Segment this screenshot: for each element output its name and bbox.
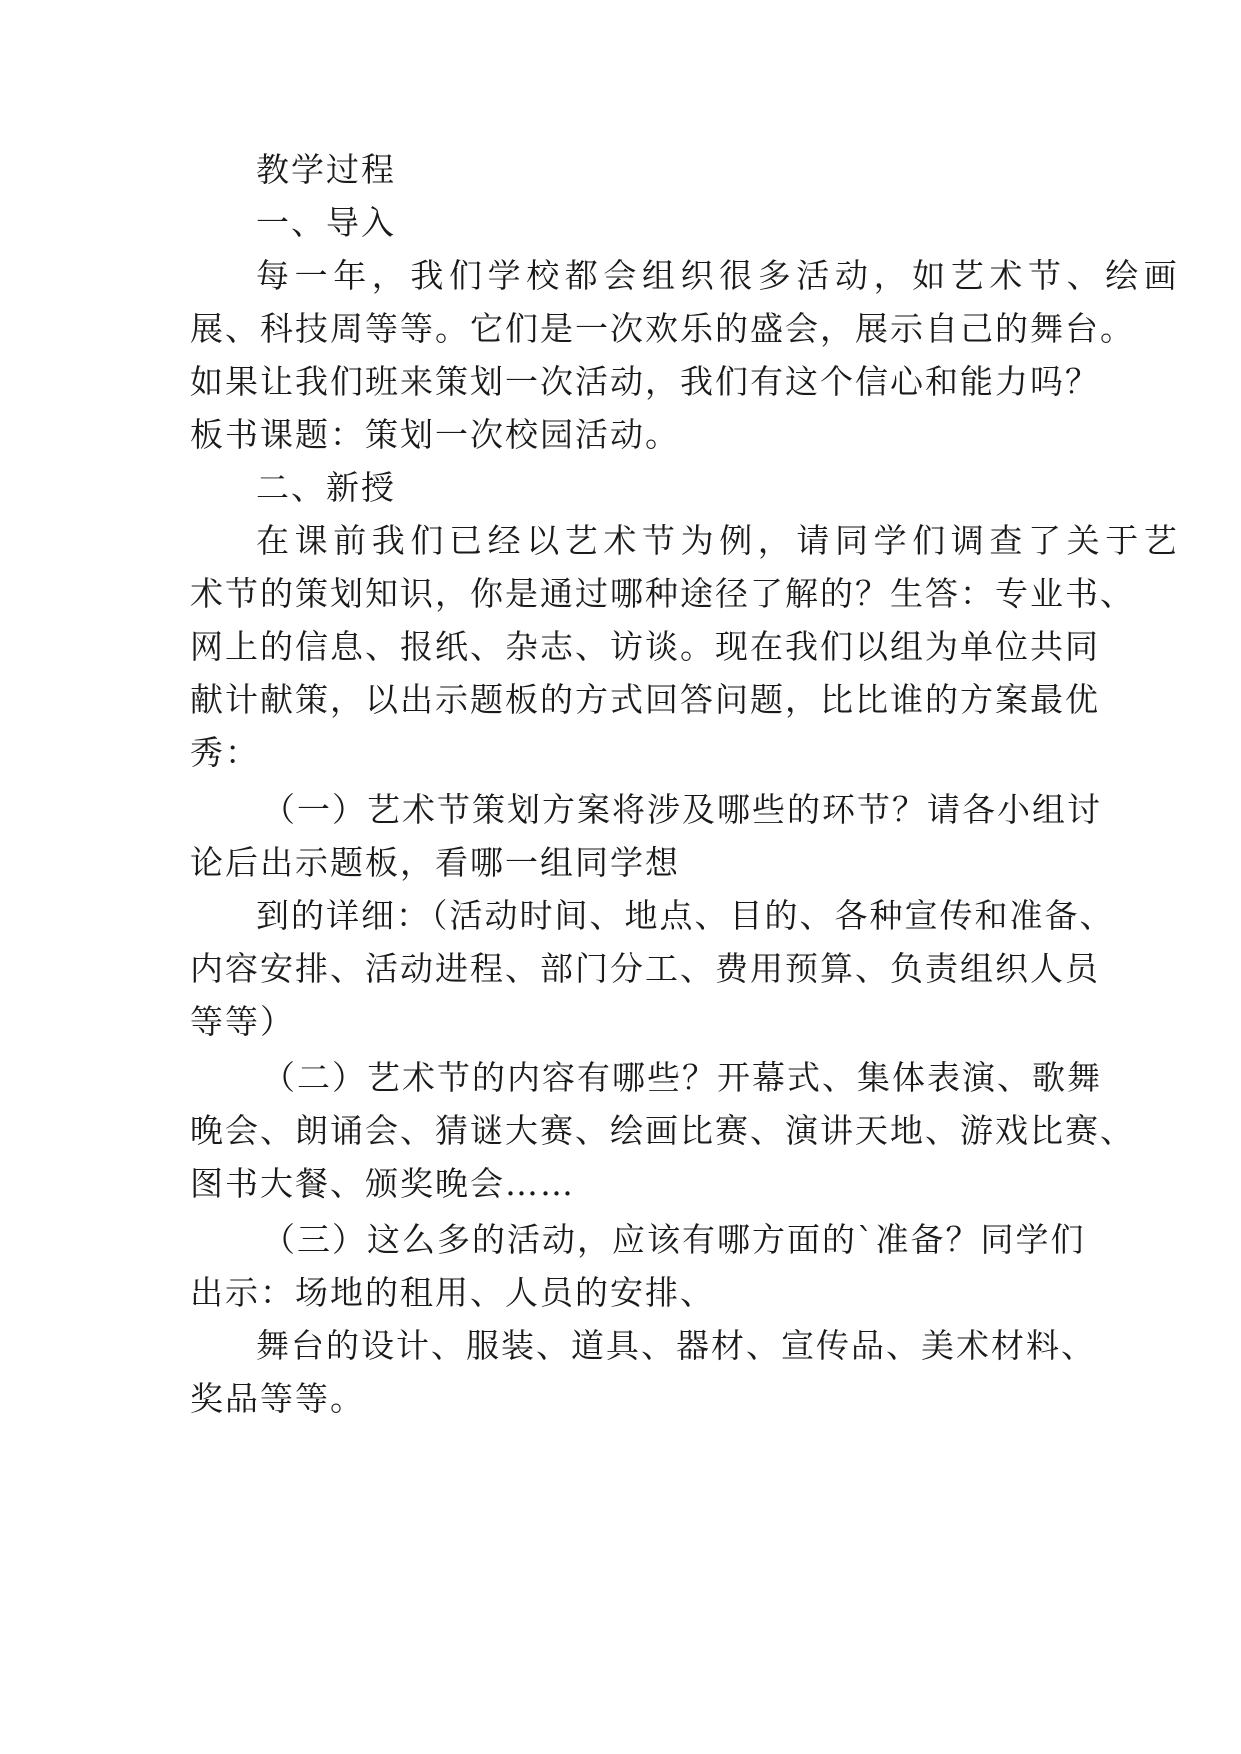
section-title-new: 二、新授 xyxy=(256,468,396,507)
paragraph-line: 在课前我们已经以艺术节为例，请同学们调查了关于艺 xyxy=(256,521,1183,560)
question-line: 等等） xyxy=(190,1002,295,1041)
paragraph-line: 秀： xyxy=(190,733,260,772)
question-line: 晚会、朗诵会、猜谜大赛、绘画比赛、演讲天地、游戏比赛、 xyxy=(190,1111,1135,1150)
paragraph-line: 展、科技周等等。它们是一次欢乐的盛会，展示自己的舞台。 xyxy=(190,309,1135,348)
heading: 教学过程 xyxy=(256,150,396,189)
section-title-intro: 一、导入 xyxy=(256,203,396,242)
question-line: 图书大餐、颁奖晚会…… xyxy=(190,1164,575,1203)
paragraph-line: 每一年，我们学校都会组织很多活动，如艺术节、绘画 xyxy=(256,256,1183,295)
question-line: 内容安排、活动进程、部门分工、费用预算、负责组织人员 xyxy=(190,949,1100,988)
paragraph-line: 术节的策划知识，你是通过哪种途径了解的？生答：专业书、 xyxy=(190,574,1135,613)
question-line: 奖品等等。 xyxy=(190,1379,365,1418)
question-line: 出示：场地的租用、人员的安排、 xyxy=(190,1273,715,1312)
paragraph-line: 板书课题：策划一次校园活动。 xyxy=(190,415,680,454)
paragraph-line: 如果让我们班来策划一次活动，我们有这个信心和能力吗？ xyxy=(190,362,1100,401)
question-line: 舞台的设计、服装、道具、器材、宣传品、美术材料、 xyxy=(256,1326,1096,1365)
paragraph-line: 献计献策，以出示题板的方式回答问题，比比谁的方案最优 xyxy=(190,680,1100,719)
question-line: （二）艺术节的内容有哪些？开幕式、集体表演、歌舞 xyxy=(262,1058,1102,1097)
question-line: （一）艺术节策划方案将涉及哪些的环节？请各小组讨 xyxy=(262,790,1102,829)
question-line: （三）这么多的活动，应该有哪方面的`准备？同学们 xyxy=(262,1220,1086,1259)
question-line: 论后出示题板，看哪一组同学想 xyxy=(190,843,680,882)
paragraph-line: 网上的信息、报纸、杂志、访谈。现在我们以组为单位共同 xyxy=(190,627,1100,666)
question-line: 到的详细：（活动时间、地点、目的、各种宣传和准备、 xyxy=(256,896,1115,935)
